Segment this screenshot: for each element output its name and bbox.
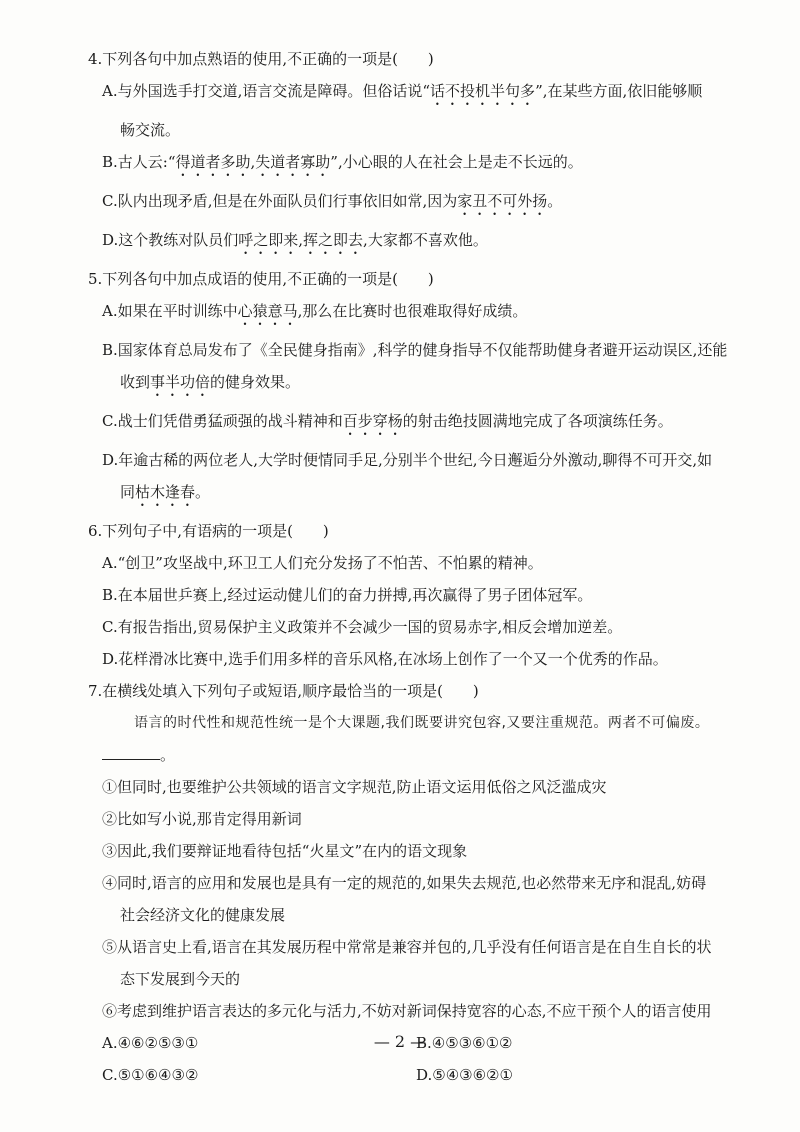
- q4-option-b: [102, 151, 728, 180]
- q7-item-2: ②比如写小说,那肯定得用新词: [102, 810, 302, 828]
- page-number: — 2 —: [373, 1032, 427, 1051]
- q7-choices-row-2: [88, 1064, 728, 1086]
- q4-a-text-2: ”,在某些方面,依旧能够顺: [535, 82, 703, 100]
- q5-option-c: [102, 410, 728, 439]
- q5-a-phrase: 心猿意马: [237, 302, 298, 320]
- q6-option-b: B.在本届世乒赛上,经过运动健儿们的奋力拼搏,再次赢得了男子团体冠军。: [102, 586, 593, 604]
- q7-blank-row: [88, 744, 728, 766]
- q5-b-text-2: 收到: [120, 373, 151, 391]
- q4-option-d: [102, 229, 728, 258]
- q6-option-c: C.有报告指出,贸易保护主义政策并不会减少一国的贸易赤字,相反会增加逆差。: [102, 618, 623, 636]
- q4-c-phrase: 家丑不可外扬: [457, 192, 548, 210]
- q6-option-d: D.花样滑冰比赛中,选手们用多样的音乐风格,在冰场上创作了一个又一个优秀的作品。: [102, 650, 668, 668]
- q4-option-c: [102, 190, 728, 219]
- q5-a-text-2: ,那么在比赛时也很难取得好成绩。: [297, 302, 528, 320]
- q7-item-1: ①但同时,也要维护公共领域的语言文字规范,防止语文运用低俗之风泛滥成灾: [102, 778, 607, 796]
- q5-option-b: B.国家体育总局发布了《全民健身指南》,科学的健身指导不仅能帮助健身者避开运动误区,还能: [102, 341, 728, 359]
- q4-option-a-cont: 畅交流。: [120, 121, 181, 139]
- q7-item-3: ③因此,我们要辩证地看待包括“火星文”在内的语文现象: [102, 842, 468, 860]
- q4-b-text-2: ”,小心眼的人在社会上是走不长远的。: [330, 153, 583, 171]
- q7-stem: 7.在横线处填入下列句子或短语,顺序最恰当的一项是( ): [88, 682, 479, 700]
- q4-d-phrase: 呼之即来,挥之即去: [238, 231, 364, 249]
- q4-c-text-2: 。: [547, 192, 563, 210]
- q5-d-phrase: 枯木逢春: [135, 483, 196, 501]
- q7-passage: 语言的时代性和规范性统一是个大课题,我们既要讲究包容,又要注重规范。两者不可偏废。: [134, 715, 710, 731]
- q5-option-d: D.年逾古稀的两位老人,大学时便情同手足,分别半个世纪,今日邂逅分外激动,聊得不可开交,如: [102, 451, 713, 469]
- q7-blank-period: 。: [160, 746, 176, 764]
- q4-a-phrase: 话不投机半句多: [430, 82, 536, 100]
- q5-stem: 5.下列各句中加点成语的使用,不正确的一项是( ): [88, 270, 434, 288]
- q4-d-text-1: D.这个教练对队员们: [102, 231, 239, 249]
- q4-stem: 4.下列各句中加点熟语的使用,不正确的一项是( ): [88, 50, 434, 68]
- q6-stem: 6.下列句子中,有语病的一项是( ): [88, 522, 329, 540]
- q7-item-5: ⑤从语言史上看,语言在其发展历程中常常是兼容并包的,几乎没有任何语言是在自生自长的状: [102, 938, 712, 956]
- q4-d-text-2: ,大家都不喜欢他。: [363, 231, 488, 249]
- q5-option-a: [102, 300, 728, 329]
- q7-choice-c: C.⑤①⑥④③②: [102, 1066, 199, 1084]
- q7-choice-b: B.④⑤③⑥①②: [416, 1034, 513, 1052]
- q7-item-4-cont: 社会经济文化的健康发展: [120, 906, 286, 924]
- q4-a-text-1: A.与外国选手打交道,语言交流是障碍。但俗话说“: [102, 82, 431, 100]
- q7-choice-d: D.⑤④③⑥②①: [416, 1066, 513, 1084]
- q5-option-b-cont: [120, 371, 728, 400]
- q4-b-text-1: B.古人云:“: [102, 153, 176, 171]
- q5-c-text-1: C.战士们凭借勇猛顽强的战斗精神和: [102, 412, 343, 430]
- q5-c-text-2: 的射击绝技圆满地完成了各项演练任务。: [402, 412, 673, 430]
- q7-item-6: ⑥考虑到维护语言表达的多元化与活力,不妨对新词保持宽容的心态,不应干预个人的语言使用: [102, 1002, 712, 1020]
- page-content: [88, 48, 728, 1096]
- q5-option-d-cont: [120, 481, 728, 510]
- q7-answer-blank: [102, 745, 160, 760]
- q5-d-text-2: 同: [120, 483, 136, 501]
- q5-b-phrase: 事半功倍: [150, 373, 211, 391]
- q7-choice-a: A.④⑥②⑤③①: [102, 1034, 199, 1052]
- q5-d-text-3: 。: [195, 483, 211, 501]
- q5-a-text-1: A.如果在平时训练中: [102, 302, 238, 320]
- q7-item-5-cont: 态下发展到今天的: [120, 970, 241, 988]
- q5-c-phrase: 百步穿杨: [342, 412, 403, 430]
- q5-b-text-3: 的健身效果。: [210, 373, 301, 391]
- q4-b-phrase: 得道者多助,失道者寡助: [175, 153, 331, 171]
- q4-c-text-1: C.队内出现矛盾,但是在外面队员们行事依旧如常,因为: [102, 192, 458, 210]
- q6-option-a: A.“创卫”攻坚战中,环卫工人们充分发扬了不怕苦、不怕累的精神。: [102, 554, 543, 572]
- q4-option-a: [102, 80, 728, 109]
- q7-item-4: ④同时,语言的应用和发展也是具有一定的规范的,如果失去规范,也必然带来无序和混乱,妨碍: [102, 874, 707, 892]
